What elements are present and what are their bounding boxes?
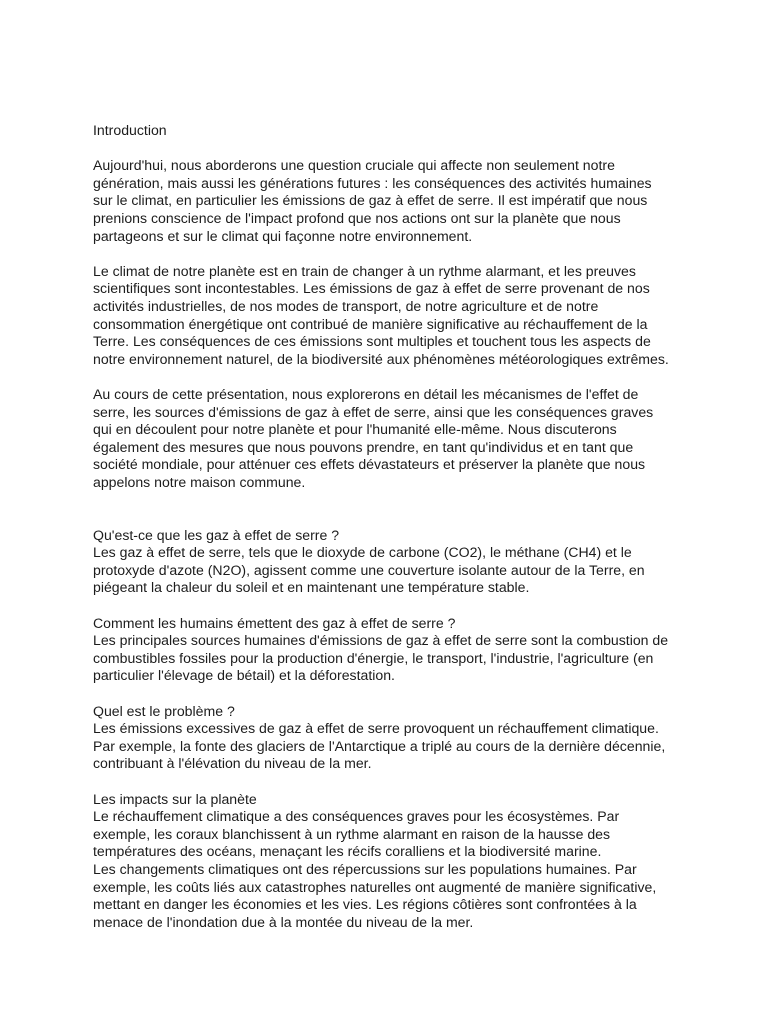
spacer [93, 140, 693, 158]
section-body-greenhouse-gases: Les gaz à effet de serre, tels que le dioxyde de carbone (CO2), le méthane (CH4) et le protoxyde d'azote (N2O), agissent comme une couverture isolante autour de la Terre, en piégeant la chaleur du soleil et en maintenant une température stable. [93, 544, 645, 596]
document-heading: Introduction [93, 122, 167, 138]
spacer [93, 368, 693, 386]
intro-paragraph-2: Le climat de notre planète est en train de changer à un rythme alarmant, et les preuves scientifiques sont incontestables. Les émissions de gaz à effet de serre provenant de nos activités industrielles, de nos modes de transport, de notre agriculture et de notre consommation énergétique ont contribué de manière significative au réchauffement de la Terre. Les conséquences de ces émissions sont multiples et touchent tous les aspects de notre environnement naturel, de la biodiversité aux phénomènes météorologiques extrêmes. [93, 262, 669, 367]
section-body-human-emissions: Les principales sources humaines d'émissions de gaz à effet de serre sont la combustion de combustibles fossiles pour la production d'énergie, le transport, l'industrie, l'agriculture (en particulier l'élevage de bétail) et la déforestation. [93, 632, 669, 684]
section-title-problem: Quel est le problème ? [93, 702, 235, 719]
section-title-greenhouse-gases: Qu'est-ce que les gaz à effet de serre ? [93, 526, 340, 543]
intro-paragraph-3: Au cours de cette présentation, nous explorerons en détail les mécanismes de l'effet de serre, les sources d'émissions de gaz à effet de serre, ainsi que les conséquences graves qui en découlent pour notre planète et pour l'humanité elle-même. Nous discuterons également des mesures que nous pouvons prendre, en tant qu'individus et en tant que société mondiale, pour atténuer ces effets dévastateurs et préserver la planète que nous appelons notre maison commune. [93, 385, 654, 490]
spacer [93, 245, 693, 263]
document-body [93, 122, 693, 931]
section-title-impacts: Les impacts sur la planète [93, 790, 257, 807]
spacer [93, 685, 693, 703]
section-body-impacts: Le réchauffement climatique a des conséquences graves pour les écosystèmes. Par exemple, les coraux blanchissent à un rythme alarmant en raison de la hausse des températures des océans, menaçant les récifs coralliens et la biodiversité marine. Les changements climatiques ont des répercussions sur les populations humaines. Par exemple, les coûts liés aux catastrophes naturelles ont augmenté de manière significative, mettant en danger les économies et les vies. Les régions côtières sont confrontées à la menace de l'inondation due à la montée du niveau de la mer. [93, 808, 657, 930]
intro-paragraph-1: Aujourd'hui, nous aborderons une question cruciale qui affecte non seulement notre génération, mais aussi les générations futures : les conséquences des activités humaines sur le climat, en particulier les émissions de gaz à effet de serre. Il est impératif que nous prenions conscience de l'impact profond que nos actions ont sur la planète que nous partageons et sur le climat qui façonne notre environnement. [93, 157, 652, 244]
section-body-problem: Les émissions excessives de gaz à effet de serre provoquent un réchauffement climatique. Par exemple, la fonte des glaciers de l'Antarctique a triplé au cours de la dernière décennie, contribuant à l'élévation du niveau de la mer. [93, 720, 666, 772]
spacer [93, 491, 693, 526]
spacer [93, 597, 693, 615]
section-title-human-emissions: Comment les humains émettent des gaz à effet de serre ? [93, 614, 456, 631]
spacer [93, 773, 693, 791]
